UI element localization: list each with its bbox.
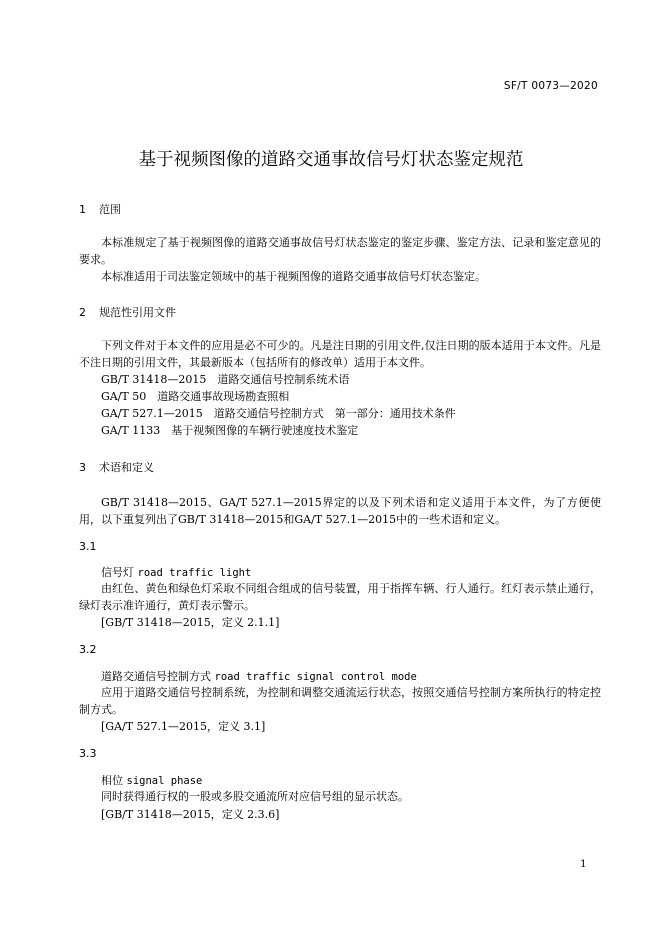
term-heading xyxy=(101,772,202,788)
section-number: 3 xyxy=(79,461,86,474)
term-source: [GB/T 31418—2015，定义 2.3.6] xyxy=(101,808,280,821)
term-chinese: 相位 xyxy=(101,774,123,787)
reference-item: GA/T 50 道路交通事故现场勘查照相 xyxy=(101,390,290,403)
term-english: signal phase xyxy=(126,775,203,787)
section-title: 范围 xyxy=(99,203,121,216)
section-2-heading xyxy=(79,304,176,320)
term-english: road traffic signal control mode xyxy=(214,671,417,683)
section-number: 2 xyxy=(79,306,86,319)
term-chinese: 信号灯 xyxy=(101,566,134,579)
section-3-paragraph-1: GB/T 31418—2015、GA/T 527.1—2015界定的以及下列术语和定义适用于本文件，为了方便使用，以下重复列出了GB/T 31418—2015和GA/T 527.1—2015中的一些术语和定义。 xyxy=(79,496,601,526)
section-title: 术语和定义 xyxy=(99,461,154,474)
term-chinese: 道路交通信号控制方式 xyxy=(101,670,211,683)
page-number: 1 xyxy=(580,858,587,870)
reference-item: GB/T 31418—2015 道路交通信号控制系统术语 xyxy=(101,373,350,386)
term-heading xyxy=(101,564,251,580)
term-english: road traffic light xyxy=(137,567,252,579)
term-number: 3.3 xyxy=(79,747,97,760)
section-1-paragraph-2: 本标准适用于司法鉴定领域中的基于视频图像的道路交通事故信号灯状态鉴定。 xyxy=(101,270,486,283)
section-3-heading xyxy=(79,459,154,475)
section-1-paragraph-1: 本标准规定了基于视频图像的道路交通事故信号灯状态鉴定的鉴定步骤、鉴定方法、记录和鉴定意见的要求。 xyxy=(79,236,601,266)
document-title: 基于视频图像的道路交通事故信号灯状态鉴定规范 xyxy=(138,150,524,170)
term-definition: 应用于道路交通信号控制系统，为控制和调整交通流运行状态，按照交通信号控制方案所执行的特定控制方式。 xyxy=(79,686,601,716)
section-1-heading xyxy=(79,201,121,217)
term-source: [GB/T 31418—2015，定义 2.1.1] xyxy=(101,616,280,629)
standard-code: SF/T 0073—2020 xyxy=(503,80,598,92)
term-number: 3.1 xyxy=(79,540,97,553)
term-definition: 同时获得通行权的一股或多股交通流所对应信号组的显示状态。 xyxy=(101,790,409,803)
section-2-paragraph-1: 下列文件对于本文件的应用是必不可少的。凡是注日期的引用文件,仅注日期的版本适用于本文件。凡是不注日期的引用文件，其最新版本（包括所有的修改单）适用于本文件。 xyxy=(79,339,601,369)
term-number: 3.2 xyxy=(79,643,97,656)
section-title: 规范性引用文件 xyxy=(99,306,176,319)
term-definition: 由红色、黄色和绿色灯采取不同组合组成的信号装置，用于指挥车辆、行人通行。红灯表示禁止通行，绿灯表示准许通行，黄灯表示警示。 xyxy=(79,582,601,612)
reference-item: GA/T 527.1—2015 道路交通信号控制方式 第一部分：通用技术条件 xyxy=(101,407,456,420)
term-source: [GA/T 527.1—2015，定义 3.1] xyxy=(101,720,266,733)
reference-item: GA/T 1133 基于视频图像的车辆行驶速度技术鉴定 xyxy=(101,424,359,437)
section-number: 1 xyxy=(79,203,86,216)
term-heading xyxy=(101,668,417,684)
